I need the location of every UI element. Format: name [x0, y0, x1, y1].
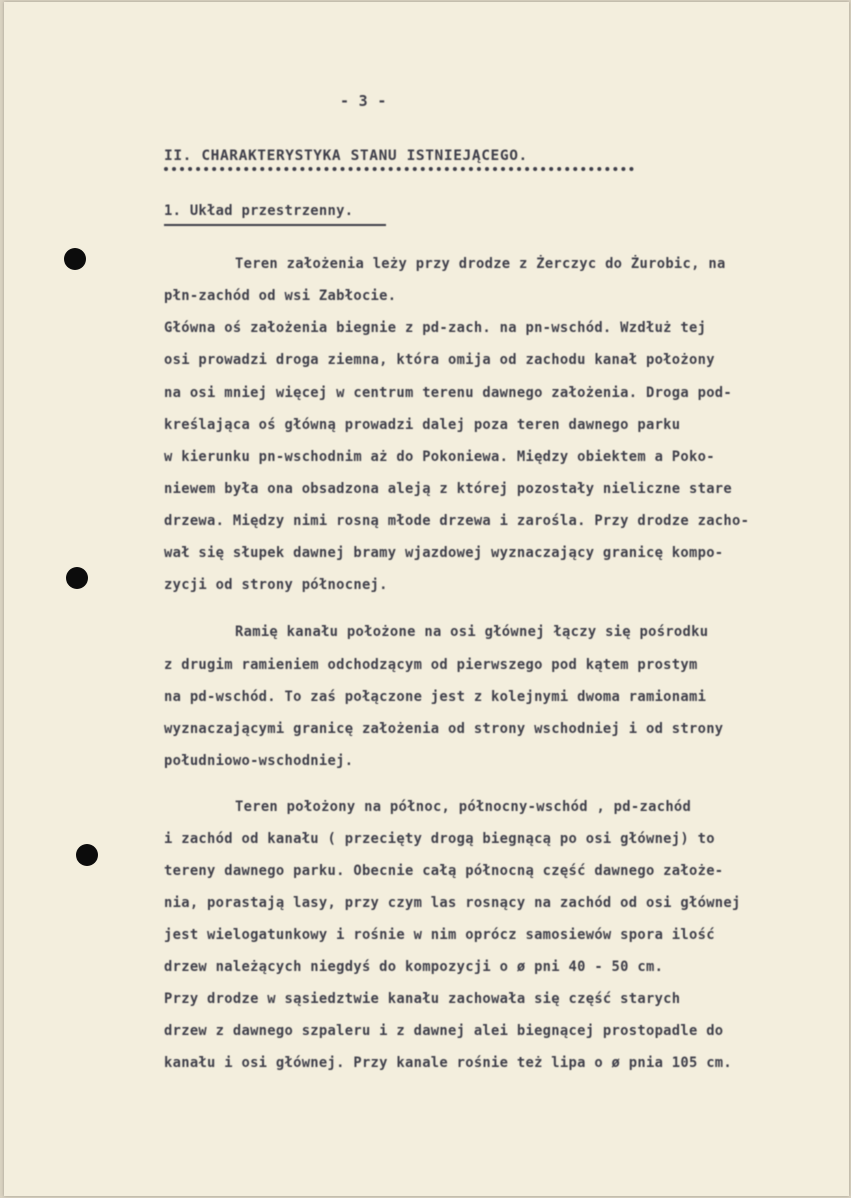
body-line: na osi mniej więcej w centrum terenu dawnego założenia. Droga pod- [164, 385, 733, 401]
body-line: wał się słupek dawnej bramy wjazdowej wyznaczający granicę kompo- [164, 545, 724, 561]
punch-hole [66, 567, 88, 589]
body-line: i zachód od kanału ( przecięty drogą biegnącą po osi głównej) to [164, 831, 715, 847]
body-line: Teren założenia leży przy drodze z Żerczyc do Żurobic, na [235, 256, 726, 272]
body-line: Teren położony na północ, północny-wschód , pd-zachód [235, 799, 692, 815]
body-line: wyznaczającymi granicę założenia od strony wschodniej i od strony [164, 721, 724, 737]
body-line: południowo-wschodniej. [164, 753, 354, 769]
punch-hole [64, 248, 86, 270]
body-line: w kierunku pn-wschodnim aż do Pokoniewa. Między obiektem a Poko- [164, 449, 715, 465]
subsection-heading: 1. Układ przestrzenny. [164, 203, 354, 219]
body-line: płn-zachód od wsi Zabłocie. [164, 288, 397, 304]
body-line: zycji od strony północnej. [164, 577, 388, 593]
body-line: Główna oś założenia biegnie z pd-zach. na pn-wschód. Wzdłuż tej [164, 320, 707, 336]
section-heading: II. CHARAKTERYSTYKA STANU ISTNIEJĄCEGO. [164, 148, 528, 164]
punch-hole [76, 844, 98, 866]
body-line: kanału i osi głównej. Przy kanale rośnie też lipa o ø pnia 105 cm. [164, 1055, 733, 1071]
section-heading-underline [164, 167, 634, 171]
body-line: niewem była ona obsadzona aleją z której pozostały nieliczne stare [164, 481, 733, 497]
body-line: osi prowadzi droga ziemna, która omija od zachodu kanał położony [164, 352, 715, 368]
body-line: Ramię kanału położone na osi głównej łączy się pośrodku [235, 624, 709, 640]
document-page [4, 2, 849, 1196]
body-line: drzew należących niegdyś do kompozycji o ø pni 40 - 50 cm. [164, 959, 664, 975]
body-line: na pd-wschód. To zaś połączone jest z kolejnymi dwoma ramionami [164, 689, 707, 705]
body-line: drzew z dawnego szpaleru i z dawnej alei biegnącej prostopadle do [164, 1023, 724, 1039]
body-line: kreślająca oś główną prowadzi dalej poza teren dawnego parku [164, 417, 681, 433]
body-line: drzewa. Między nimi rosną młode drzewa i zarośla. Przy drodze zacho- [164, 513, 750, 529]
body-line: nia, porastają lasy, przy czym las rosnący na zachód od osi głównej [164, 895, 741, 911]
subsection-heading-underline [164, 224, 386, 226]
body-line: z drugim ramieniem odchodzącym od pierwszego pod kątem prostym [164, 657, 698, 673]
body-line: jest wielogatunkowy i rośnie w nim oprócz samosiewów spora ilość [164, 927, 715, 943]
body-line: tereny dawnego parku. Obecnie całą północną część dawnego założe- [164, 863, 724, 879]
body-line: Przy drodze w sąsiedztwie kanału zachowała się część starych [164, 991, 681, 1007]
page-number: - 3 - [340, 92, 387, 110]
